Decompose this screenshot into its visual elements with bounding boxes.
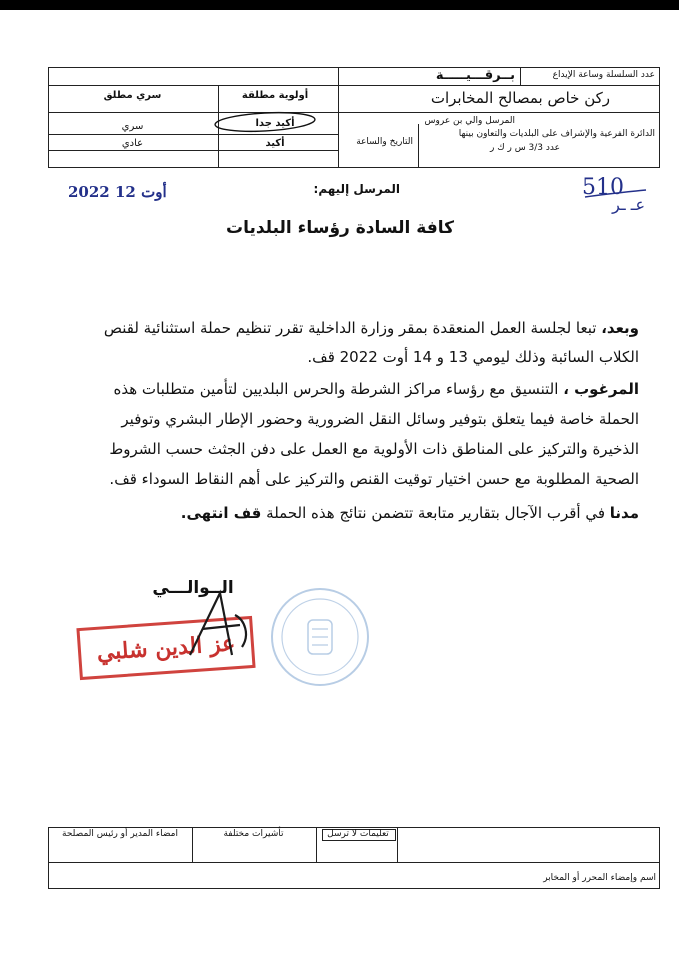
circle-mark-icon <box>210 110 320 134</box>
frame-bottom <box>48 167 660 168</box>
editor-signature-label: اسم وإمضاء المحرر أو المخابر <box>543 873 656 883</box>
priority-very-urgent: أكيد جدا <box>255 118 295 129</box>
row-line-2 <box>48 112 660 113</box>
closing-mark: قف انتهى. <box>180 504 262 522</box>
priority-header: أولوية مطلقة <box>241 90 309 101</box>
paragraph-text: التنسيق مع رؤساء مراكز الشرطة والحرس البلديين لتأمين متطلبات هذه <box>113 380 559 398</box>
secrecy-secret: سري <box>121 121 144 132</box>
recipient-label: المرسل إليهم: <box>313 182 400 196</box>
date-stamp: 2022 أوت 12 <box>68 183 167 201</box>
row-line-4 <box>48 150 338 151</box>
handwritten-signature-icon <box>180 585 260 665</box>
director-signature-label: امضاء المدير أو رئيس المصلحة <box>62 829 178 839</box>
priority-urgent: أكيد <box>265 138 285 149</box>
col-line-serial <box>520 67 521 85</box>
body-line: الكلاب السائبة وذلك ليومي 13 و 14 أوت 2022 قف. <box>307 348 639 366</box>
body-line <box>59 380 639 398</box>
signature-title: الــوالـــي <box>152 578 234 598</box>
paragraph-text: في أقرب الآجال بتقارير متابعة تتضمن نتائج هذه الحملة <box>266 504 605 522</box>
footer-col-line-1 <box>192 827 193 862</box>
paragraph-lead: وبعد، <box>601 319 639 337</box>
body-line: الصحية المطلوبة مع حسن اختيار توقيت القنص والتركيز على أهم النقاط السوداء قف. <box>109 470 639 488</box>
serial-label: عدد السلسلة وساعة الإيداع <box>552 70 655 80</box>
footer-frame-left <box>48 827 49 888</box>
handwritten-underline-icon <box>580 172 650 202</box>
body-line <box>59 319 639 337</box>
footer-col-line-2 <box>316 827 317 862</box>
recipient-name: كافة السادة رؤساء البلديات <box>225 218 455 238</box>
scan-top-edge <box>0 0 679 10</box>
footer-col-line-3 <box>397 827 398 862</box>
footer-frame-top <box>48 827 660 828</box>
row-line-1 <box>48 85 660 86</box>
footer-row-line <box>48 862 660 863</box>
datetime-label: التاريخ والساعة <box>356 137 413 147</box>
paragraph-lead: مدنا <box>609 504 639 522</box>
secrecy-normal: عادي <box>121 138 144 149</box>
sender-label: المرسل والي بن عروس <box>424 116 515 126</box>
doc-type: بــرقـــيـــــة <box>435 68 515 83</box>
frame-right <box>659 67 660 167</box>
body-line <box>59 504 639 522</box>
frame-left <box>48 67 49 167</box>
round-seal-icon <box>268 585 373 690</box>
instructions-label: تعليمات لا ترسل <box>327 829 389 839</box>
secrecy-header: سري مطلق <box>103 90 162 101</box>
footer-frame-right <box>659 827 660 888</box>
row-line-3 <box>48 134 338 135</box>
body-line: الحملة خاصة فيما يتعلق بتوفير وسائل النقل الضرورية وحضور الإطار البشري وتوفير <box>121 410 639 428</box>
footer-frame-bottom <box>48 888 660 889</box>
stamp-name: عز الدين شلبي <box>95 630 236 666</box>
col-line-main <box>338 67 339 167</box>
handwritten-note: عـ ـر <box>612 195 645 214</box>
annotations-label: تأشيرات مختلفة <box>223 829 284 839</box>
department-label: الدائرة الفرعية والإشراف على البلديات والتعاون بينها <box>458 129 655 139</box>
col-line-datetime <box>418 124 419 167</box>
service-title: ركن خاص بمصالح المخابرات <box>430 89 610 107</box>
handwritten-number: 510 <box>582 175 624 200</box>
paragraph-text: تبعا لجلسة العمل المنعقدة بمقر وزارة الداخلية تقرر تنظيم حملة استثنائية لقنص <box>103 319 597 337</box>
reference-number: عدد 3/3 س ر ك ر <box>490 143 560 153</box>
paragraph-lead: المرغوب ، <box>563 380 639 398</box>
body-line: الذخيرة والتركيز على المناطق ذات الأولوية مع العمل على دفن الجثث حسب الشروط <box>109 440 639 458</box>
